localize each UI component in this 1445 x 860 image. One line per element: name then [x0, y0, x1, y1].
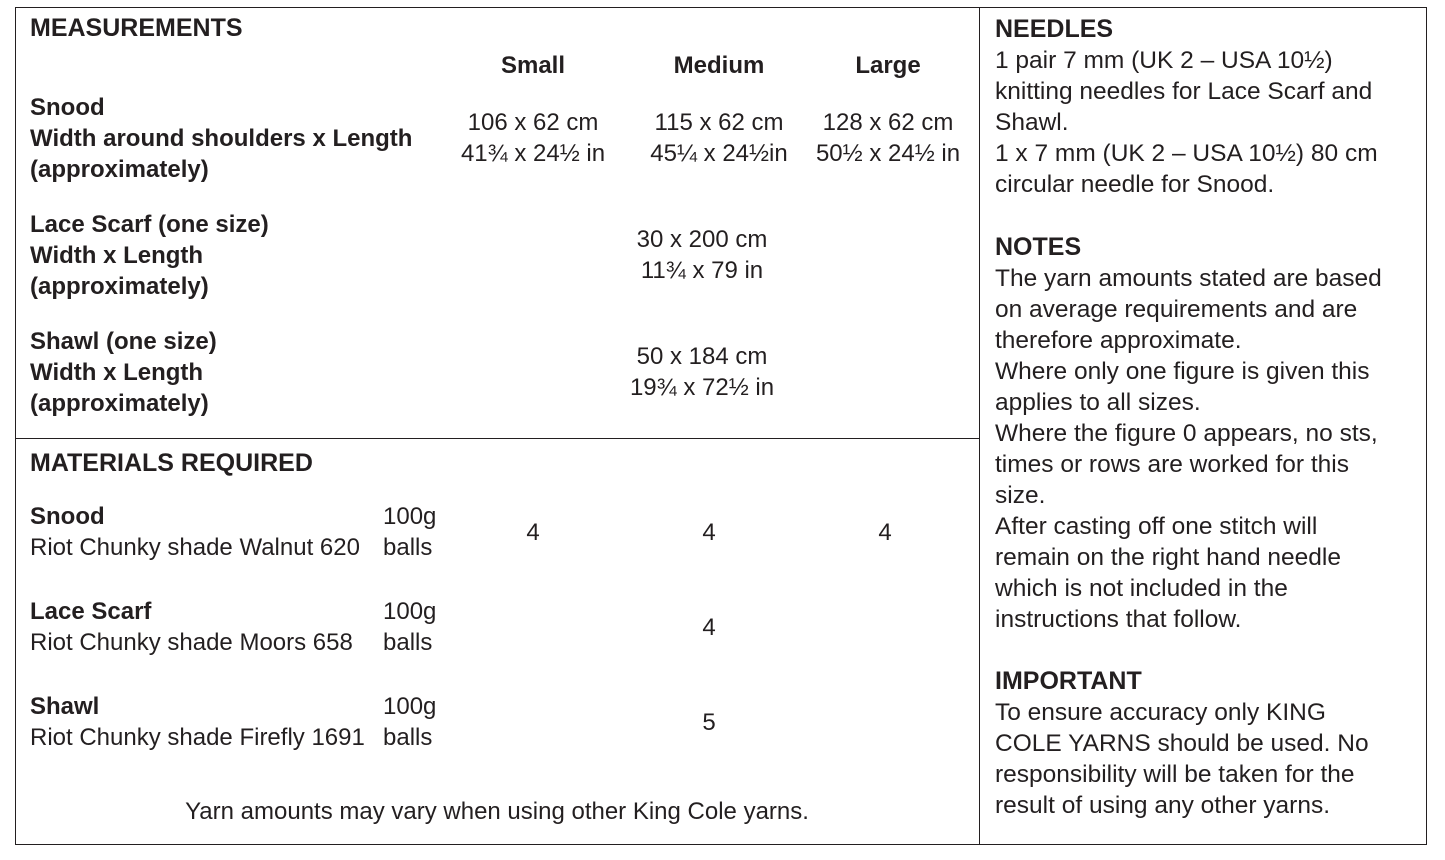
snood-unit-balls: balls — [383, 534, 433, 561]
lace-scarf-unit-balls: balls — [383, 629, 433, 656]
snood-amount-small: 4 — [526, 519, 540, 546]
lace-scarf-unit-weight: 100g — [383, 598, 437, 625]
materials-heading: MATERIALS REQUIRED — [30, 449, 313, 477]
notes-line: on average requirements and are — [995, 296, 1358, 323]
notes-line: size. — [995, 482, 1046, 509]
important-section — [995, 666, 1420, 821]
shawl-in: 19¾ x 72½ in — [629, 374, 775, 401]
notes-line: which is not included in the — [995, 575, 1288, 602]
notes-line: Where the figure 0 appears, no sts, — [995, 420, 1378, 447]
shawl-amount: 5 — [702, 709, 716, 736]
important-line: result of using any other yarns. — [995, 792, 1331, 819]
important-line: responsibility will be taken for the — [995, 761, 1355, 788]
snood-large-in: 50½ x 24½ in — [815, 140, 961, 167]
notes-line: After casting off one stitch will — [995, 513, 1318, 540]
snood-measure-label: Snood — [30, 94, 105, 121]
shawl-approx-label: (approximately) — [30, 390, 209, 417]
lace-scarf-in: 11¾ x 79 in — [640, 257, 764, 284]
notes-line: therefore approximate. — [995, 327, 1242, 354]
measurements-heading: MEASUREMENTS — [30, 14, 243, 42]
snood-large-cm: 128 x 62 cm — [822, 109, 954, 136]
shawl-unit-weight: 100g — [383, 693, 437, 720]
snood-measure-dimension-label: Width around shoulders x Length — [30, 125, 413, 152]
snood-material-name: Snood — [30, 503, 105, 530]
notes-line: applies to all sizes. — [995, 389, 1201, 416]
lace-scarf-dimension-label: Width x Length — [30, 242, 204, 269]
needles-line: 1 x 7 mm (UK 2 – USA 10½) 80 cm — [995, 140, 1378, 167]
notes-section — [995, 232, 1420, 635]
shawl-material-name: Shawl — [30, 693, 100, 720]
important-heading: IMPORTANT — [995, 667, 1142, 695]
notes-line: instructions that follow. — [995, 606, 1242, 633]
size-header-large: Large — [855, 52, 921, 79]
needles-line: Shawl. — [995, 109, 1069, 136]
needles-heading: NEEDLES — [995, 15, 1114, 43]
needles-section — [995, 14, 1420, 200]
needles-line: 1 pair 7 mm (UK 2 – USA 10½) — [995, 47, 1333, 74]
section-divider — [15, 438, 980, 439]
size-header-small: Small — [500, 52, 566, 79]
snood-amount-medium: 4 — [702, 519, 716, 546]
needles-line: circular needle for Snood. — [995, 171, 1275, 198]
snood-medium-in: 45¼ x 24½in — [650, 140, 788, 167]
important-line: COLE YARNS should be used. No — [995, 730, 1369, 757]
shawl-unit-balls: balls — [383, 724, 433, 751]
shawl-cm: 50 x 184 cm — [636, 343, 768, 370]
snood-yarn: Riot Chunky shade Walnut 620 — [30, 534, 360, 561]
shawl-dimension-label: Width x Length — [30, 359, 204, 386]
materials-footnote: Yarn amounts may vary when using other King Cole yarns. — [185, 798, 809, 825]
column-divider — [979, 7, 980, 845]
lace-scarf-measure-label: Lace Scarf (one size) — [30, 211, 269, 238]
notes-line: The yarn amounts stated are based — [995, 265, 1382, 292]
needles-line: knitting needles for Lace Scarf and — [995, 78, 1373, 105]
snood-unit-weight: 100g — [383, 503, 437, 530]
snood-small-cm: 106 x 62 cm — [467, 109, 599, 136]
snood-medium-cm: 115 x 62 cm — [654, 109, 784, 136]
size-header-medium: Medium — [673, 52, 765, 79]
shawl-measure-label: Shawl (one size) — [30, 328, 217, 355]
snood-small-in: 41¾ x 24½ in — [460, 140, 606, 167]
important-line: To ensure accuracy only KING — [995, 699, 1326, 726]
lace-scarf-yarn: Riot Chunky shade Moors 658 — [30, 629, 353, 656]
snood-measure-approx-label: (approximately) — [30, 156, 209, 183]
notes-line: remain on the right hand needle — [995, 544, 1341, 571]
snood-amount-large: 4 — [878, 519, 892, 546]
shawl-yarn: Riot Chunky shade Firefly 1691 — [30, 724, 365, 751]
notes-heading: NOTES — [995, 233, 1082, 261]
notes-line: Where only one figure is given this — [995, 358, 1370, 385]
notes-line: times or rows are worked for this — [995, 451, 1349, 478]
lace-scarf-material-name: Lace Scarf — [30, 598, 152, 625]
lace-scarf-amount: 4 — [702, 614, 716, 641]
lace-scarf-cm: 30 x 200 cm — [636, 226, 768, 253]
lace-scarf-approx-label: (approximately) — [30, 273, 209, 300]
